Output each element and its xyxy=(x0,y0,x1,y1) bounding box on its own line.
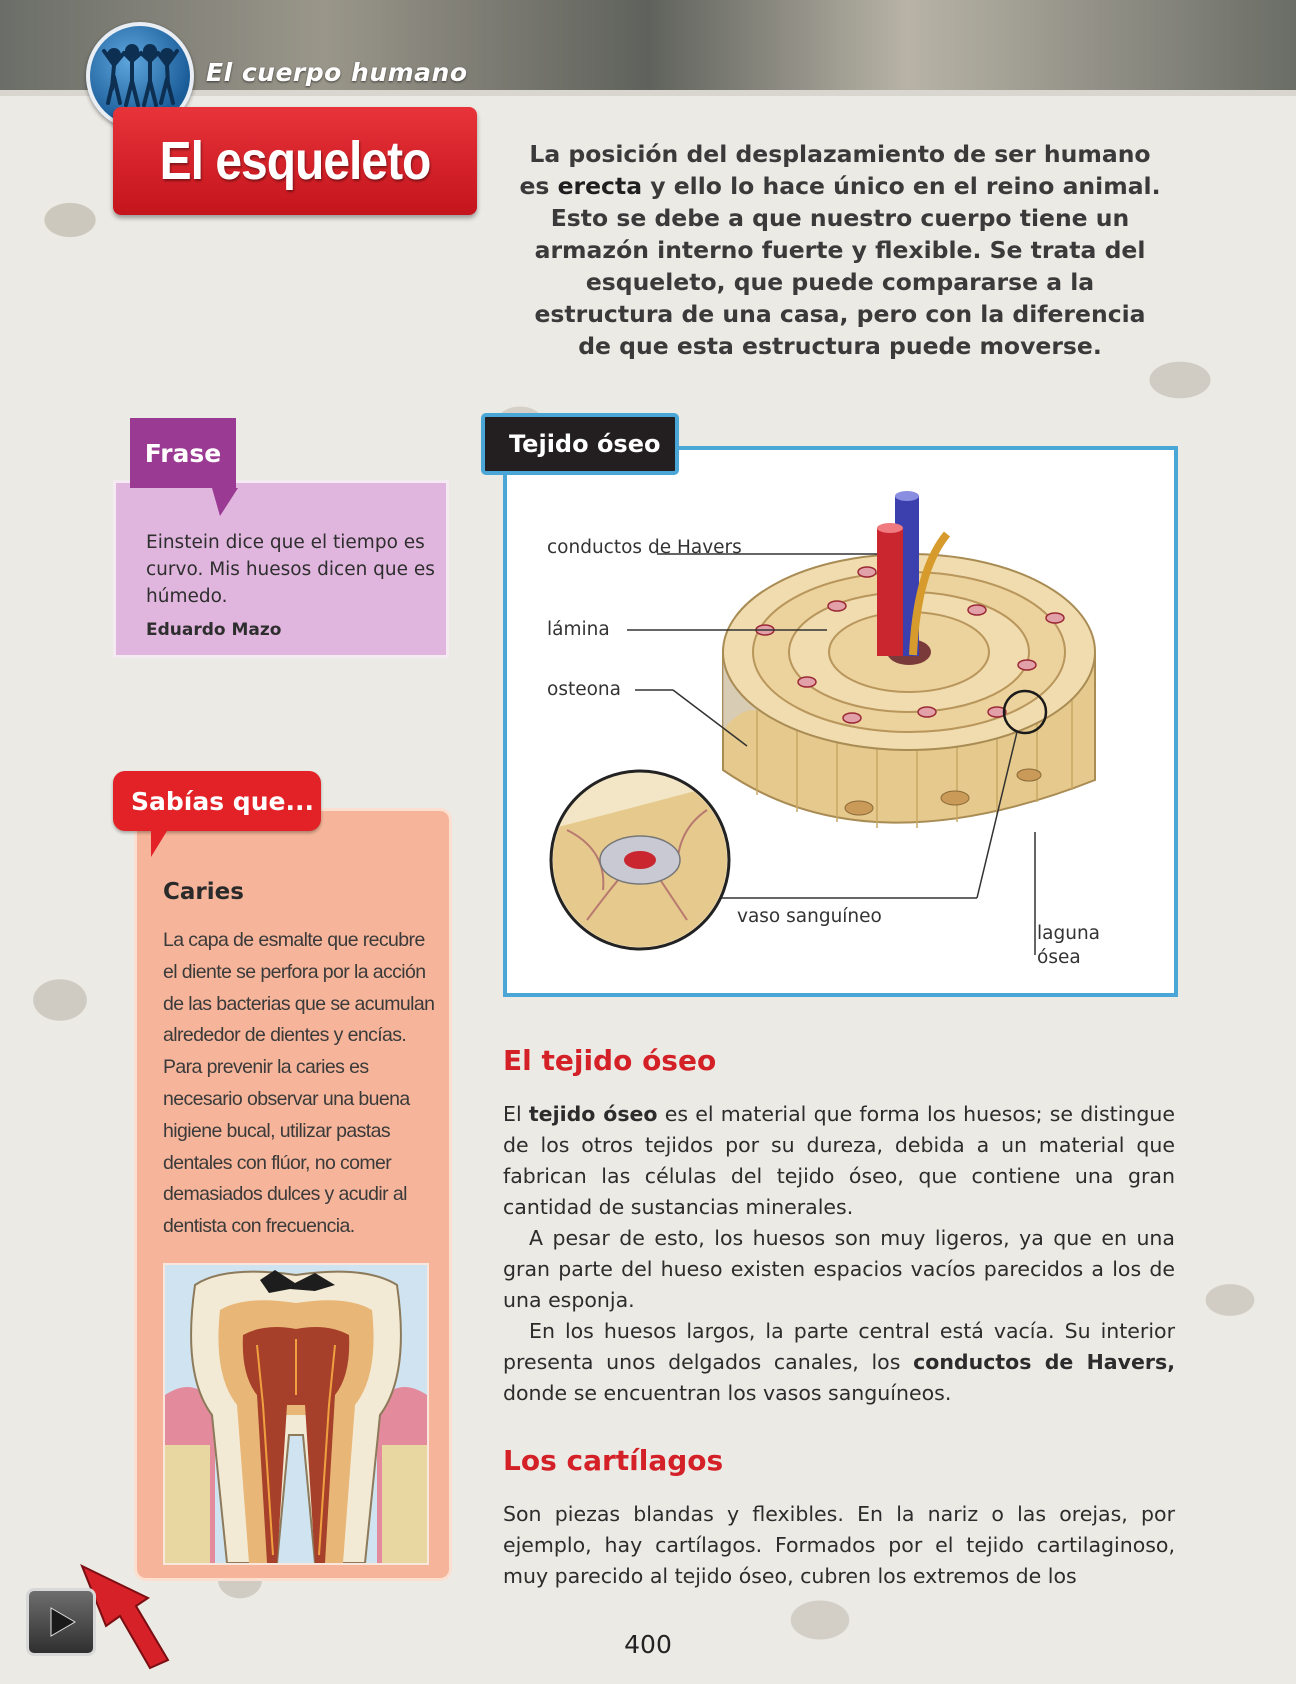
label-osteona: osteona xyxy=(547,679,621,700)
section-name: El cuerpo humano xyxy=(206,58,468,87)
bone-tissue-figure xyxy=(503,446,1178,997)
tooth-illustration xyxy=(163,1263,429,1565)
paragraph: A pesar de esto, los huesos son muy ligeros, ya que en una gran parte del hueso existen espacios vacíos parecidos a los de una esponja. xyxy=(503,1226,1175,1312)
page-title: El esqueleto xyxy=(159,131,431,191)
label-lamina: lámina xyxy=(547,619,610,640)
sabias-box xyxy=(134,808,452,1581)
caries-text: La capa de esmalte que recubre el diente se perfora por la acción de las bacterias que se acumulan alrededor de dientes y encías. Para prevenir la caries es necesario observar una buena higiene bucal, utilizar pastas dentales con flúor, no comer demasiados dulces y acudir al dentista con frecuencia. xyxy=(163,929,435,1238)
play-icon xyxy=(41,1602,81,1642)
text-span: En los huesos largos, la parte central está vacía. Su interior presenta unos delgados canales, los xyxy=(503,1319,1175,1374)
frase-quote: Einstein dice que el tiempo es curvo. Mis huesos dicen que es húmedo. xyxy=(146,532,435,607)
section-heading-tejido: El tejido óseo xyxy=(503,1044,717,1077)
paragraph xyxy=(503,1099,1175,1223)
paragraph xyxy=(503,1316,1175,1409)
intro-text-1: La posición del desplazamiento de ser humano es xyxy=(519,140,1151,200)
caries-title: Caries xyxy=(163,879,244,905)
section-text-cartilagos xyxy=(503,1499,1175,1592)
bold-term: tejido óseo xyxy=(528,1102,658,1126)
text-span: es el material que forma los huesos; se distingue de los otros tejidos por su dureza, debida a un material que fabrican las células del tejido óseo, que contiene una gran cantidad de sustancias minerales. xyxy=(503,1102,1175,1219)
figure-tab: Tejido óseo xyxy=(481,413,679,475)
intro-paragraph xyxy=(518,138,1162,362)
section-heading-cartilagos: Los cartílagos xyxy=(503,1444,724,1477)
page-number: 400 xyxy=(624,1630,672,1659)
label-havers: conductos de Havers xyxy=(547,537,742,558)
sabias-tab: Sabías que... xyxy=(113,771,321,831)
play-button[interactable] xyxy=(26,1588,96,1656)
frase-box xyxy=(113,480,449,658)
text-span: El xyxy=(503,1102,529,1126)
section-text-tejido xyxy=(503,1099,1175,1409)
paragraph: Son piezas blandas y flexibles. En la nariz o las orejas, por ejemplo, hay cartílagos. Formados por el tejido cartilaginoso, muy parecido al tejido óseo, cubren los extremos de los xyxy=(503,1502,1175,1588)
frase-tab: Frase xyxy=(130,418,236,488)
frase-author: Eduardo Mazo xyxy=(146,620,282,640)
intro-bold: erecta xyxy=(557,172,643,200)
bold-term: conductos de Havers, xyxy=(913,1350,1175,1374)
intro-text-2: y ello lo hace único en el reino animal. Esto se debe a que nuestro cuerpo tiene un armazón interno fuerte y flexible. Se trata del esqueleto, que puede compararse a la estructura de una casa, pero con la diferencia de que esta estructura puede moverse. xyxy=(534,172,1161,360)
text-span: donde se encuentran los vasos sanguíneos. xyxy=(503,1381,952,1405)
header-banner xyxy=(0,0,1296,96)
title-banner xyxy=(113,107,477,215)
label-vaso: vaso sanguíneo xyxy=(737,906,882,927)
label-laguna: laguna ósea xyxy=(1037,923,1101,968)
